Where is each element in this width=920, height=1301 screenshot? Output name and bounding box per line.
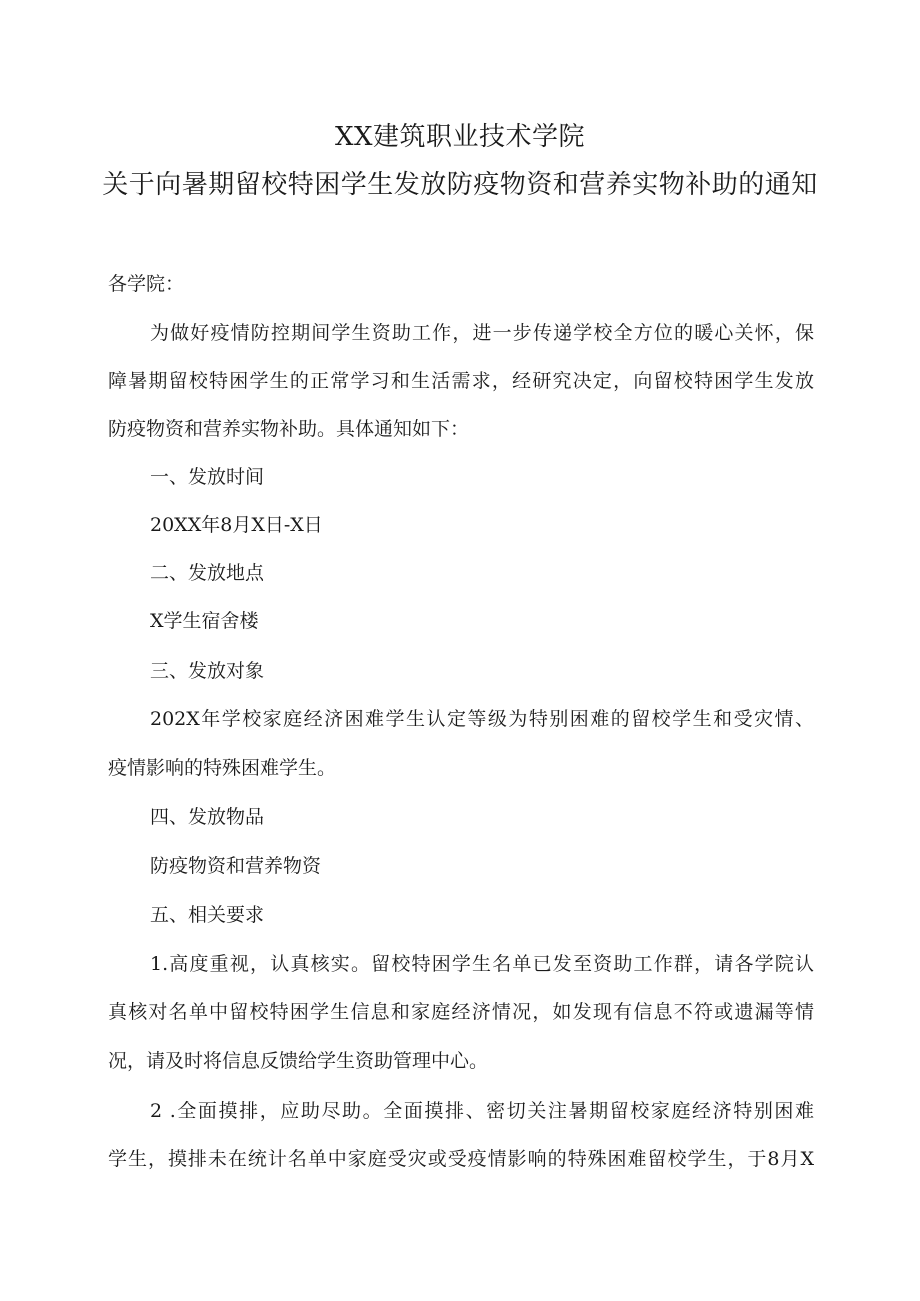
document-title-notice: 关于向暑期留校特困学生发放防疫物资和营养实物补助的通知 [102,170,818,200]
salutation: 各学院： [108,273,185,295]
section-body-recipients-line-1: 202X年学校家庭经济困难学生认定等级为特别困难的留校学生和受灾情、 [150,708,814,730]
section-body-items: 防疫物资和营养物资 [150,855,322,877]
section-heading-recipients: 三、发放对象 [150,660,265,682]
requirement-1-line-1: 1.高度重视，认真核实。留校特困学生名单已发至资助工作群，请各学院认 [150,953,814,975]
intro-paragraph-line-2: 障暑期留校特困学生的正常学习和生活需求，经研究决定，向留校特困学生发放 [108,370,814,392]
section-body-recipients-line-2: 疫情影响的特殊困难学生。 [108,757,337,779]
section-heading-time: 一、发放时间 [150,466,265,488]
requirement-1-line-2: 真核对名单中留校特困学生信息和家庭经济情况，如发现有信息不符或遗漏等情 [108,1001,814,1023]
intro-paragraph-line-1: 为做好疫情防控期间学生资助工作，进一步传递学校全方位的暖心关怀，保 [150,322,814,344]
requirement-1-line-3: 况，请及时将信息反馈给学生资助管理中心。 [108,1050,489,1072]
document-title-school: XX建筑职业技术学院 [334,122,586,152]
section-body-time: 20XX年8月X日-X日 [150,514,323,536]
section-heading-requirements: 五、相关要求 [150,904,265,926]
requirement-2-line-1: 2 .全面摸排，应助尽助。全面摸排、密切关注暑期留校家庭经济特别困难 [150,1100,814,1122]
intro-paragraph-line-3: 防疫物资和营养实物补助。具体通知如下： [108,418,470,440]
requirement-2-line-2: 学生，摸排未在统计名单中家庭受灾或受疫情影响的特殊困难留校学生，于8月X [108,1148,814,1170]
section-heading-items: 四、发放物品 [150,806,265,828]
section-body-location: X学生宿舍楼 [150,610,259,632]
section-heading-location: 二、发放地点 [150,562,265,584]
